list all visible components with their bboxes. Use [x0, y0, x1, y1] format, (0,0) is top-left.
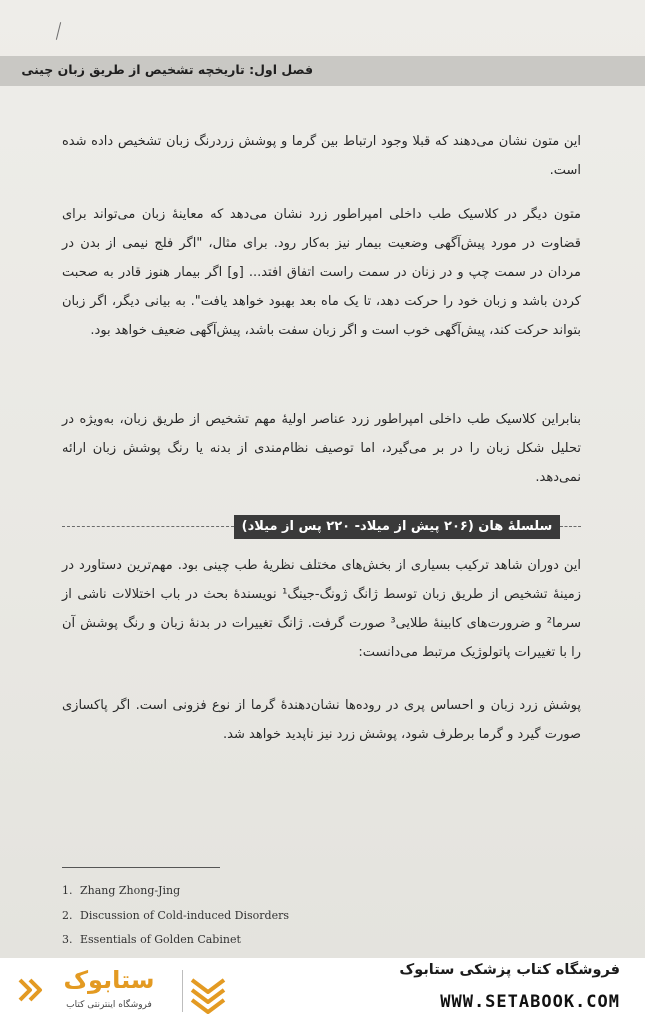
section-dash-left [62, 526, 234, 527]
paragraph-2: متون دیگر در کلاسیک طب داخلی امپراطور زرد نشان می‌دهد که معاینهٔ زبان می‌تواند برای قضاوت در مورد پیش‌آگهی وضعیت بیمار نیز به‌کار رود. برای مثال، "اگر فلج نیمی از بدن در مردان در سمت چپ و در زنان در سمت راست اتفاق افتد... [و] اگر بیمار هنوز قادر به صحبت کردن باشد و زبان خود را حرکت دهد، تا یک ماه بعد بهبود خواهد یافت". به بیانی دیگر، اگر زبان بتواند حرکت کند، پیش‌آگهی خوب است و اگر زبان سفت باشد، پیش‌آگهی ضعیف خواهد بود. [62, 207, 581, 338]
section-heading-row [62, 515, 581, 539]
footnote-1 [62, 884, 462, 897]
footnote-3 [62, 933, 462, 946]
section-dash-right [560, 526, 581, 527]
paragraph-5: پوشش زرد زبان و احساس پری در روده‌ها نشان‌دهندهٔ گرما از نوع فزونی است. اگر پاکسازی صورت گیرد و گرما برطرف شود، پوشش زرد نیز ناپدید خواهد شد. [62, 698, 581, 742]
footnote-2 [62, 909, 462, 922]
logo-tagline: فروشگاه اینترنتی کتاب [66, 1000, 152, 1010]
store-name: فروشگاه کتاب پزشکی ستابوک [399, 962, 620, 978]
footnote-number: 3. [62, 933, 73, 946]
footnote-text: Essentials of Golden Cabinet [80, 933, 241, 946]
footnote-rule [62, 867, 220, 868]
chapter-title: فصل اول: تاریخچه تشخیص از طریق زبان چینی [21, 62, 313, 77]
paragraph-4: این دوران شاهد ترکیب بسیاری از بخش‌های مختلف نظریهٔ طب چینی بود. مهم‌ترین دستاورد در زمینهٔ تشخیص از طریق زبان توسط ژانگ ژونگ-جینگ¹ نویسندهٔ بحث در باب اختلالات ناشی از سرما² و ضرورت‌های کابینهٔ طلایی³ صورت گرفت. ژانگ تغییرات در بدنهٔ زبان و رنگ پوشش آن را با تغییرات پاتولوژیک مرتبط می‌دانست: [62, 558, 581, 660]
footnote-text: Zhang Zhong-Jing [80, 884, 181, 897]
footnote-text: Discussion of Cold-induced Disorders [80, 909, 289, 922]
paragraph-3: بنابراین کلاسیک طب داخلی امپراطور زرد عناصر اولیهٔ مهم تشخیص از طریق زبان، به‌ویژه در تحلیل شکل زبان را در بر می‌گیرد، اما توصیف نظام‌مندی از بدنه یا رنگ پوشش زبان ارائه نمی‌دهد. [62, 412, 581, 485]
logo-divider [182, 970, 183, 1012]
footnote-number: 1. [62, 884, 73, 897]
store-url-link[interactable]: WWW.SETABOOK.COM [440, 992, 620, 1012]
logo-wordmark: ستابوک [63, 966, 155, 994]
section-heading: سلسلهٔ هان (۲۰۶ پیش از میلاد- ۲۲۰ پس از میلاد) [234, 515, 560, 539]
footnote-number: 2. [62, 909, 73, 922]
paragraph-1: این متون نشان می‌دهند که قبلا وجود ارتباط بین گرما و پوشش زردرنگ زبان تشخیص داده شده است. [62, 134, 581, 178]
